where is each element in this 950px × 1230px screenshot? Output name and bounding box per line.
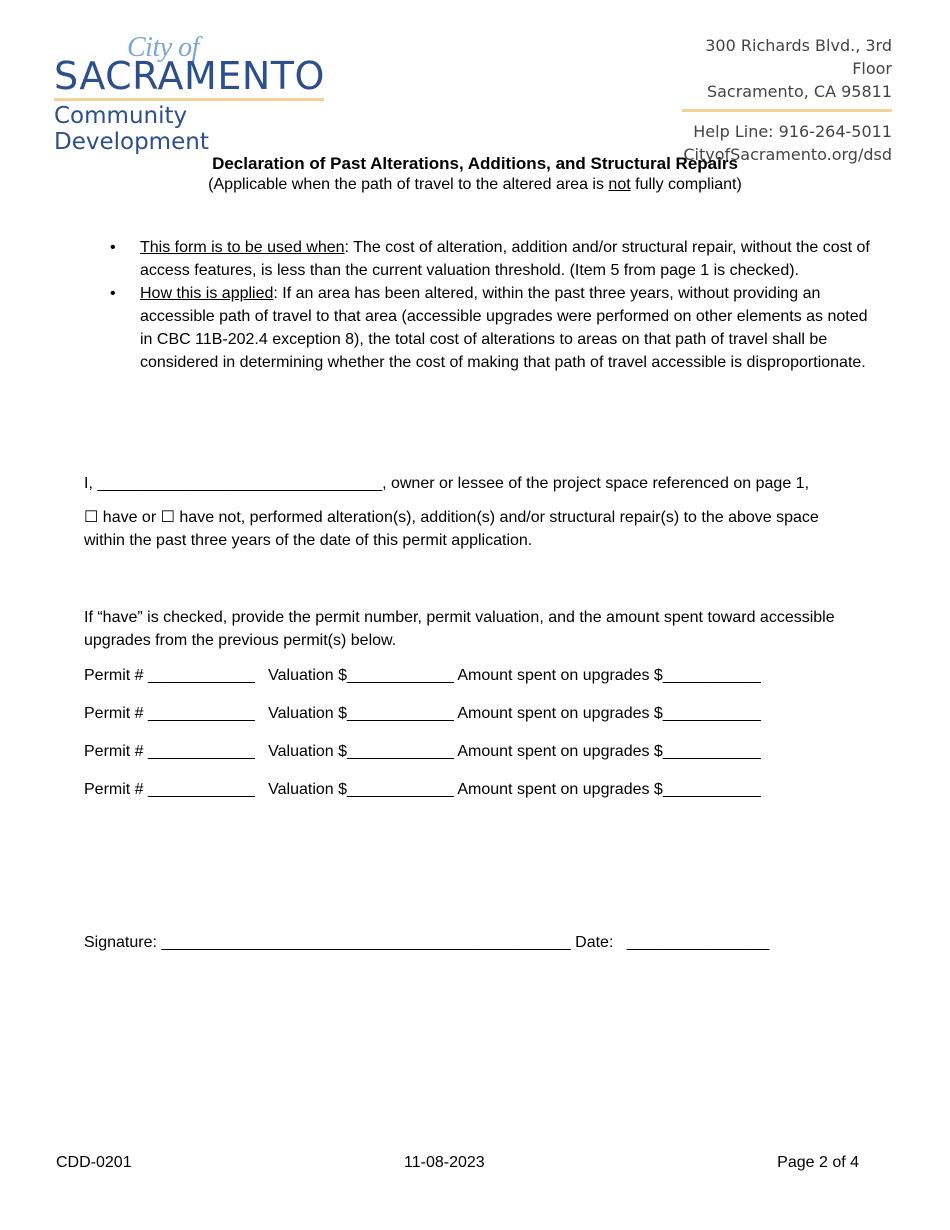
signature-line: Signature: ______________________________________________ Date: ________________: [84, 934, 770, 951]
city-logo: [54, 30, 334, 155]
document-subtitle: [0, 176, 950, 194]
permit-row: Permit # ____________ Valuation $____________ Amount spent on upgrades $___________: [84, 667, 761, 684]
bullet-text: : The cost of alteration, addition and/or structural repair, without the cost of access features, is less than the current valuation threshold. (Item 5 from page 1 is checked).: [140, 239, 870, 279]
permit-row: Permit # ____________ Valuation $____________ Amount spent on upgrades $___________: [84, 743, 761, 760]
helpline: Help Line: 916-264-5011: [693, 122, 892, 141]
subtitle-part-1: (Applicable when the path of travel to the altered area is: [208, 176, 609, 193]
logo-sacramento: SACRAMENTO: [54, 54, 325, 98]
declaration-line-1: I, ________________________________, owner or lessee of the project space referenced on page 1,: [84, 475, 810, 492]
permit-row: Permit # ____________ Valuation $____________ Amount spent on upgrades $___________: [84, 705, 761, 722]
contact-block: [682, 34, 892, 166]
address-line-1: 300 Richards Blvd., 3rd Floor: [705, 36, 892, 78]
form-id: CDD-0201: [56, 1154, 132, 1171]
bullet-label: How this is applied: [140, 285, 274, 302]
form-date: 11-08-2023: [404, 1154, 485, 1171]
permit-instructions: If “have” is checked, provide the permit number, permit valuation, and the amount spent toward accessible upgrades from the previous permit(s) below.: [84, 609, 835, 649]
logo-divider: [54, 98, 324, 101]
logo-community-development: Community Development: [54, 103, 209, 155]
declaration-line-2: ☐ have or ☐ have not, performed alteration(s), addition(s) and/or structural repair(s) to the above space within the past three years of the date of this permit application.: [84, 509, 819, 549]
instruction-bullets: [110, 236, 870, 374]
contact-divider: [682, 109, 892, 112]
bullet-text: : If an area has been altered, within the past three years, without providing an accessible path of travel to that area (accessible upgrades were performed on other elements as noted in CBC 11B-202.4 exception 8), the total cost of alterations to areas on that path of travel shall be considered in determining whether the cost of making that path of travel accessible is disproportionate.: [140, 285, 868, 371]
bullet-item: [110, 282, 870, 374]
document-title: Declaration of Past Alterations, Additions, and Structural Repairs: [212, 154, 738, 173]
bullet-label: This form is to be used when: [140, 239, 345, 256]
address-line-2: Sacramento, CA 95811: [706, 82, 892, 101]
bullet-item: [110, 236, 870, 282]
subtitle-part-2: fully compliant): [630, 176, 742, 193]
page-number: Page 2 of 4: [777, 1154, 859, 1171]
permit-row: Permit # ____________ Valuation $____________ Amount spent on upgrades $___________: [84, 781, 761, 798]
logo-city-of: City of: [127, 32, 199, 63]
website: CityofSacramento.org/dsd: [683, 145, 892, 164]
subtitle-underlined: not: [608, 176, 631, 193]
